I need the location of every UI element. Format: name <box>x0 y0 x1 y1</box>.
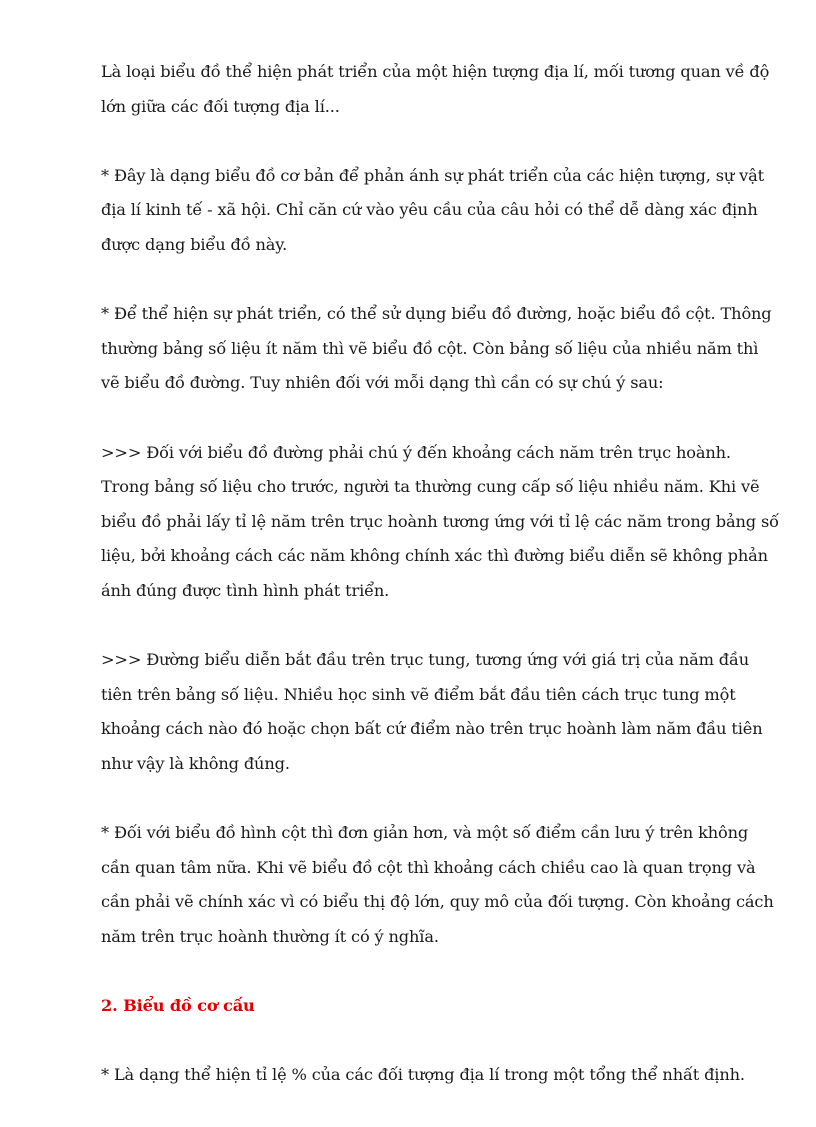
paragraph-line-chart-spacing: >>> Đối với biểu đồ đường phải chú ý đến khoảng cách năm trên trục hoành. Trong bảng số liệu cho trước, người ta thường cung cấp số liệu nhiều năm. Khi vẽ biểu đồ phải lấy tỉ lệ năm trên trục hoành tương ứng với tỉ lệ các năm trong bảng số liệu, bởi khoảng cách các năm không chính xác thì đường biểu diễn sẽ không phản ánh đúng được tình hình phát triển. <box>101 442 779 600</box>
paragraph-line-or-column: * Để thể hiện sự phát triển, có thể sử dụng biểu đồ đường, hoặc biểu đồ cột. Thông thường bảng số liệu ít năm thì vẽ biểu đồ cột. Còn bảng số liệu của nhiều năm thì vẽ biểu đồ đường. Tuy nhiên đối với mỗi dạng thì cần có sự chú ý sau: <box>101 304 772 393</box>
paragraph-structure-definition: * Là dạng thể hiện tỉ lệ % của các đối tượng địa lí trong một tổng thể nhất định. <box>101 1065 745 1085</box>
paragraph-definition: Là loại biểu đồ thể hiện phát triển của một hiện tượng địa lí, mối tương quan về độ lớn giữa các đối tượng địa lí... <box>101 62 770 116</box>
paragraph-basic-form: * Đây là dạng biểu đồ cơ bản để phản ánh sự phát triển của các hiện tượng, sự vật địa lí kinh tế - xã hội. Chỉ căn cứ vào yêu cầu của câu hỏi có thể dễ dàng xác định được dạng biểu đồ này. <box>101 165 764 254</box>
document-body <box>101 55 781 1127</box>
paragraph-line-chart-start: >>> Đường biểu diễn bắt đầu trên trục tung, tương ứng với giá trị của năm đầu tiên trên bảng số liệu. Nhiều học sinh vẽ điểm bắt đầu tiên cách trục tung một khoảng cách nào đó hoặc chọn bất cứ điểm nào trên trục hoành làm năm đầu tiên như vậy là không đúng. <box>101 650 763 773</box>
section-heading: 2. Biểu đồ cơ cấu <box>101 996 255 1016</box>
paragraph-column-chart: * Đối với biểu đồ hình cột thì đơn giản hơn, và một số điểm cần lưu ý trên không cần quan tâm nữa. Khi vẽ biểu đồ cột thì khoảng cách chiều cao là quan trọng và cần phải vẽ chính xác vì có biểu thị độ lớn, quy mô của đối tượng. Còn khoảng cách năm trên trục hoành thường ít có ý nghĩa. <box>101 823 774 946</box>
